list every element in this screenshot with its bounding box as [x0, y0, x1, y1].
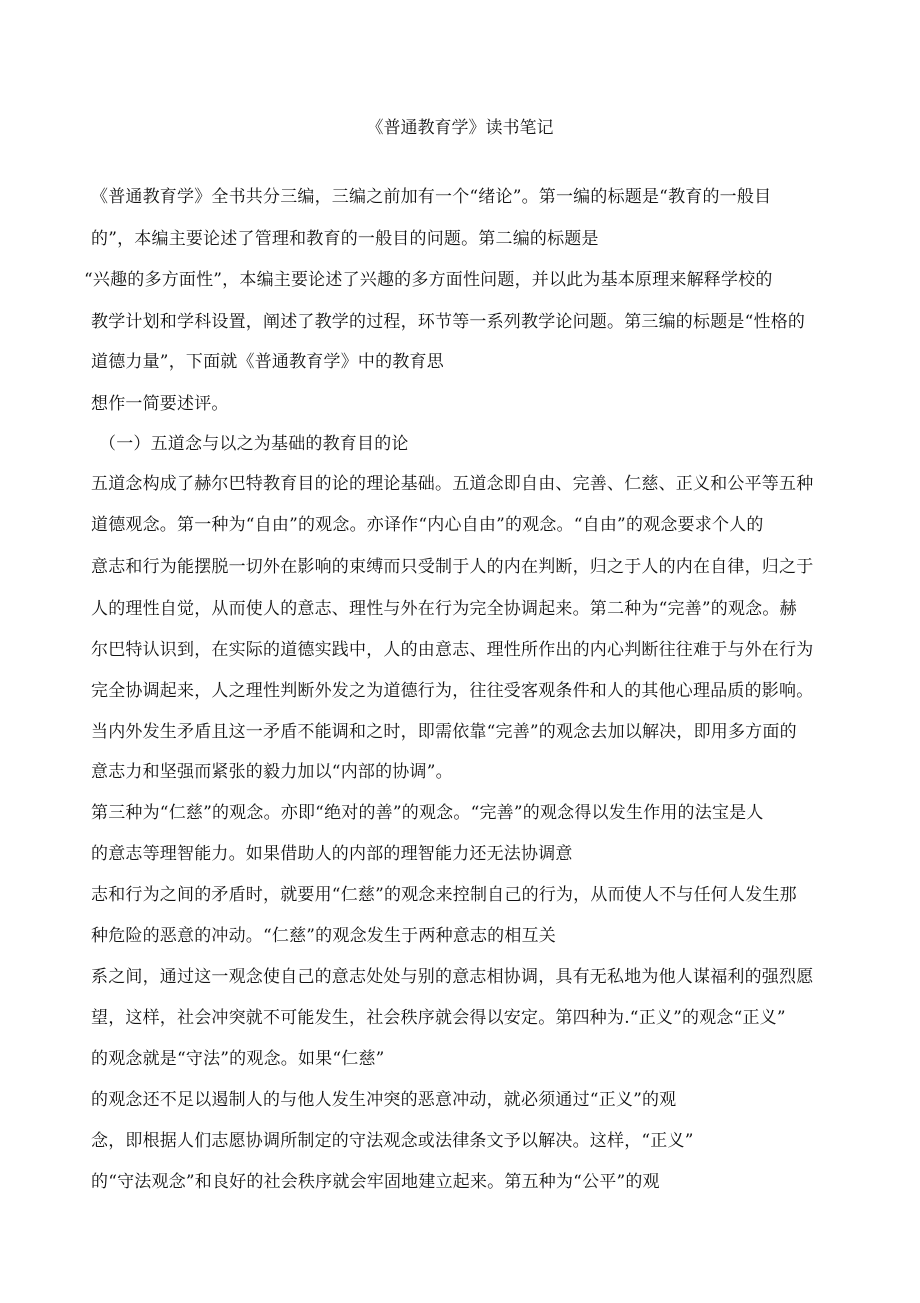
text-line: 第三种为“仁慈”的观念。亦即“绝对的善”的观念。“完善”的观念得以发生作用的法宝是人 [91, 803, 764, 823]
text-line: 意志和行为能摆脱一切外在影响的束缚而只受制于人的内在判断，归之于人的内在自律，归之于 [91, 557, 814, 577]
text-line: 的”，本编主要论述了管理和教育的一般目的问题。第二编的标题是 [91, 229, 599, 249]
text-line: 《普通教育学》全书共分三编，三编之前加有一个“绪论”。第一编的标题是“教育的一般目 [91, 187, 772, 207]
text-line: 当内外发生矛盾且这一矛盾不能调和之时，即需依靠“完善”的观念去加以解决，即用多方面的 [91, 722, 797, 742]
text-line: 教学计划和学科设置，阐述了教学的过程，环节等一系列教学论问题。第三编的标题是“性格的 [91, 312, 806, 332]
text-line: 望，这样，社会冲突就不可能发生，社会秩序就会得以安定。第四种为.“正义”的观念“正义” [91, 1008, 786, 1028]
text-line: 道德观念。第一种为“自由”的观念。亦译作“内心自由”的观念。“自由”的观念要求个人的 [91, 515, 764, 535]
text-line: 系之间，通过这一观念使自己的意志处处与别的意志相协调，具有无私地为他人谋福利的强烈愿 [91, 967, 814, 987]
text-line: 的意志等理智能力。如果借助人的内部的理智能力还无法协调意 [91, 844, 573, 864]
text-line: 五道念构成了赫尔巴特教育目的论的理论基础。五道念即自由、完善、仁慈、正义和公平等五种 [91, 474, 814, 494]
document-title: 《普通教育学》读书笔记 [366, 118, 554, 138]
text-line: 的观念就是“守法”的观念。如果“仁慈” [91, 1049, 385, 1069]
section-heading: （一）五道念与以之为基础的教育目的论 [99, 434, 409, 454]
text-line: 的“守法观念”和良好的社会秩序就会牢固地建立起来。第五种为“公平”的观 [91, 1172, 660, 1192]
text-line: 完全协调起来，人之理性判断外发之为道德行为，往往受客观条件和人的其他心理品质的影响。 [91, 681, 814, 701]
text-line: 想作一简要述评。 [91, 394, 229, 414]
text-line: “兴趣的多方面性”，本编主要论述了兴趣的多方面性问题，并以此为基本原理来解释学校的 [84, 270, 773, 290]
text-line: 志和行为之间的矛盾时，就要用“仁慈”的观念来控制自己的行为，从而使人不与任何人发生那 [91, 885, 797, 905]
text-line: 的观念还不足以遏制人的与他人发生冲突的恶意冲动，就必须通过“正义”的观 [91, 1090, 677, 1110]
text-line: 尔巴特认识到，在实际的道德实践中，人的由意志、理性所作出的内心判断往往难于与外在行为 [91, 640, 814, 660]
text-line: 种危险的恶意的冲动。“仁慈”的观念发生于两种意志的相互关 [91, 926, 556, 946]
text-line: 道德力量”，下面就《普通教育学》中的教育思 [91, 352, 444, 372]
text-line: 意志力和坚强而紧张的毅力加以“内部的协调”。 [91, 762, 453, 782]
text-line: 人的理性自觉，从而使人的意志、理性与外在行为完全协调起来。第二种为“完善”的观念。赫 [91, 599, 797, 619]
text-line: 念，即根据人们志愿协调所制定的守法观念或法律条文予以解决。这样，“正义” [91, 1131, 694, 1151]
